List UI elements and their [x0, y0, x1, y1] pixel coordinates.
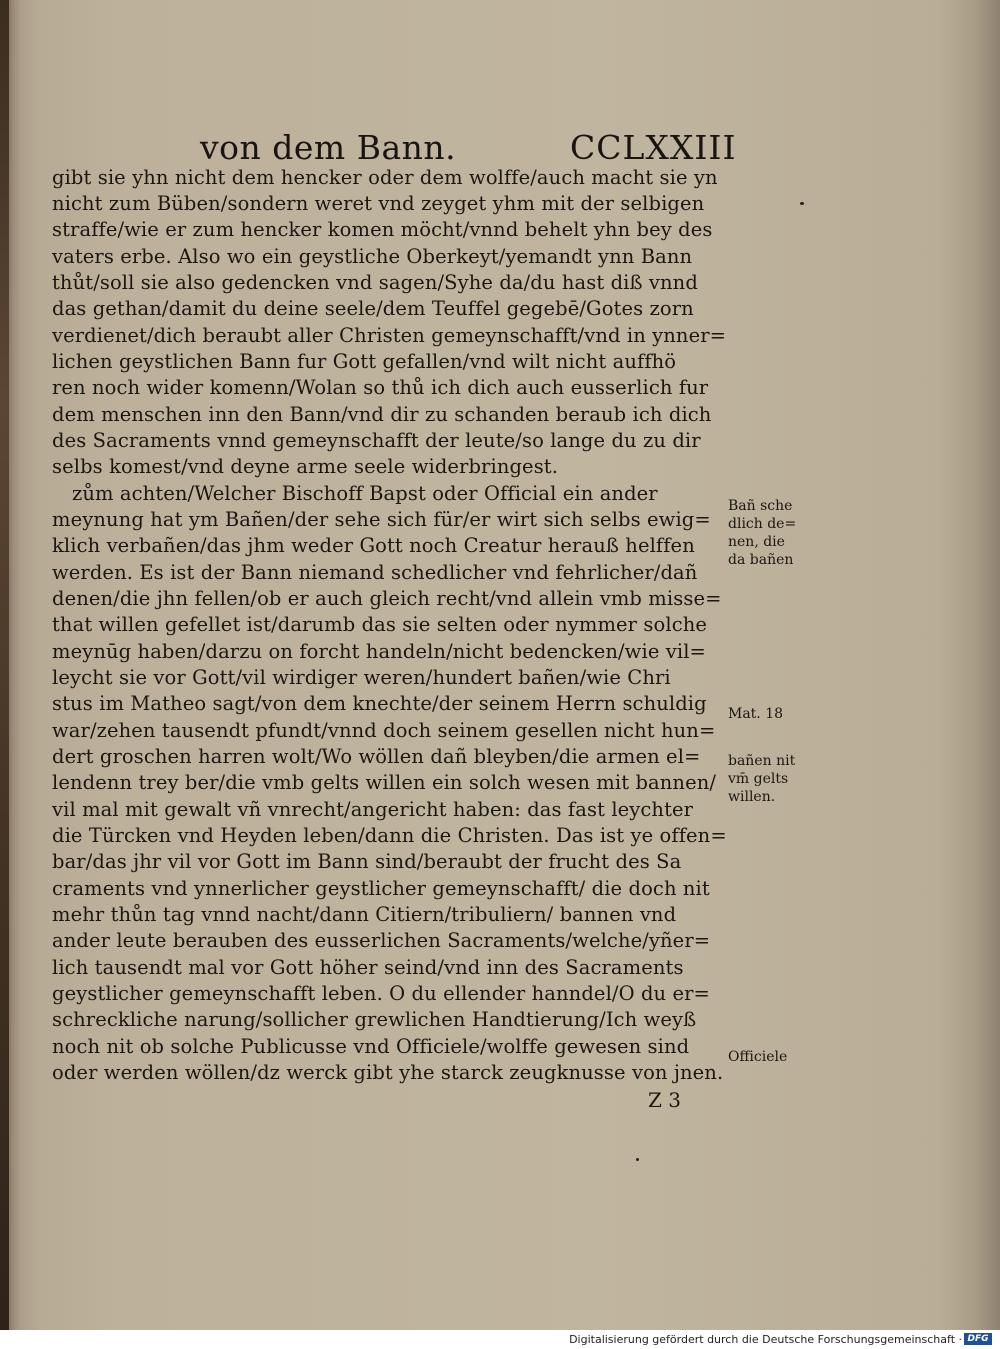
- margin-note-line: willen.: [728, 789, 776, 805]
- text-line: selbs komest/vnd deyne arme seele widerbringest.: [52, 455, 559, 478]
- margin-note-line: dlich de=: [728, 516, 797, 532]
- margin-note-line: vm̄ gelts: [728, 771, 789, 787]
- text-line: dert groschen harren wolt/Wo wöllen dañ bleyben/die armen el=: [52, 745, 701, 768]
- text-line: mehr thůn tag vnnd nacht/dann Citiern/tribuliern/ bannen vnd: [52, 903, 677, 926]
- text-line: stus im Matheo sagt/von dem knechte/der seinem Herrn schuldig: [52, 692, 707, 715]
- text-line: nicht zum Büben/sondern weret vnd zeyget yhm mit der selbigen: [52, 192, 705, 215]
- text-line: lendenn trey ber/die vmb gelts willen ein solch wesen mit bannen/: [52, 771, 717, 794]
- text-line: noch nit ob solche Publicusse vnd Officiele/wolffe gewesen sind: [52, 1035, 690, 1058]
- margin-note-line: Bañ sche: [728, 498, 793, 514]
- text-line: lich tausendt mal vor Gott höher seind/vnd inn des Sacraments: [52, 956, 684, 979]
- text-line: ren noch wider komenn/Wolan so thů ich dich auch eusserlich fur: [52, 376, 709, 399]
- text-line: zům achten/Welcher Bischoff Bapst oder Official ein ander: [72, 482, 658, 505]
- margin-note-line: Officiele: [728, 1049, 788, 1065]
- text-line: vil mal mit gewalt vñ vnrecht/angericht haben: das fast leychter: [52, 798, 694, 821]
- folio-number: CCLXXIII: [570, 128, 737, 167]
- margin-note-line: nen, die: [728, 534, 785, 550]
- text-line: verdienet/dich beraubt aller Christen gemeynschafft/vnd in ynner=: [52, 324, 727, 347]
- text-line: lichen geystlichen Bann fur Gott gefallen/vnd wilt nicht auffhö: [52, 350, 677, 373]
- text-line: craments vnd ynnerlicher geystlicher gemeynschafft/ die doch nit: [52, 877, 710, 900]
- ink-speck: [636, 1158, 639, 1161]
- text-line: des Sacraments vnnd gemeynschafft der leute/so lange du zu dir: [52, 429, 701, 452]
- margin-note-line: da bañen: [728, 552, 794, 568]
- text-line: meynūg haben/darzu on forcht handeln/nicht bedencken/wie vil=: [52, 640, 706, 663]
- text-line: war/zehen tausendt pfundt/vnnd doch seinem gesellen nicht hun=: [52, 719, 716, 742]
- signature-mark: Z 3: [648, 1088, 681, 1112]
- text-line: schreckliche narung/sollicher grewlichen Handtierung/Ich weyß: [52, 1008, 697, 1031]
- running-head: von dem Bann.: [200, 128, 457, 167]
- text-line: leycht sie vor Gott/vil wirdiger weren/hundert bañen/wie Chri: [52, 666, 671, 689]
- text-line: denen/die jhn fellen/ob er auch gleich recht/vnd allein vmb misse=: [52, 587, 722, 610]
- text-line: thůt/soll sie also gedencken vnd sagen/Syhe da/du hast diß vnnd: [52, 271, 698, 294]
- margin-note: [728, 705, 808, 723]
- text-line: vaters erbe. Also wo ein geystliche Oberkeyt/yemandt ynn Bann: [52, 245, 693, 268]
- dfg-logo: DFG: [964, 1333, 992, 1345]
- margin-note-line: bañen nit: [728, 753, 796, 769]
- text-line: bar/das jhr vil vor Gott im Bann sind/beraubt der frucht des Sa: [52, 850, 682, 873]
- text-line: das gethan/damit du deine seele/dem Teuffel gegebē/Gotes zorn: [52, 297, 694, 320]
- text-line: dem menschen inn den Bann/vnd dir zu schanden beraub ich dich: [52, 403, 712, 426]
- text-line: klich verbañen/das jhm weder Gott noch Creatur herauß helffen: [52, 534, 695, 557]
- text-line: that willen gefellet ist/darumb das sie selten oder nymmer solche: [52, 613, 708, 636]
- text-line: gibt sie yhn nicht dem hencker oder dem wolffe/auch macht sie yn: [52, 166, 718, 189]
- text-line: werden. Es ist der Bann niemand schedlicher vnd fehrlicher/dañ: [52, 561, 698, 584]
- text-line: straffe/wie er zum hencker komen möcht/vnnd behelt yhn bey des: [52, 218, 713, 241]
- text-line: die Türcken vnd Heyden leben/dann die Christen. Das ist ye offen=: [52, 824, 727, 847]
- footer-credit: Digitalisierung gefördert durch die Deutsche Forschungsgemeinschaft ·: [569, 1333, 962, 1346]
- margin-note: [728, 752, 808, 806]
- margin-note: [728, 497, 808, 569]
- text-line: ander leute berauben des eusserlichen Sacraments/welche/yñer=: [52, 929, 711, 952]
- text-line: oder werden wöllen/dz werck gibt yhe starck zeugknusse von jnen.: [52, 1061, 724, 1084]
- ink-speck: [800, 202, 804, 205]
- margin-note-line: Mat. 18: [728, 706, 784, 722]
- margin-note: [728, 1048, 808, 1066]
- text-line: geystlicher gemeynschafft leben. O du ellender hanndel/O du er=: [52, 982, 710, 1005]
- text-line: meynung hat ym Bañen/der sehe sich für/er wirt sich selbs ewig=: [52, 508, 711, 531]
